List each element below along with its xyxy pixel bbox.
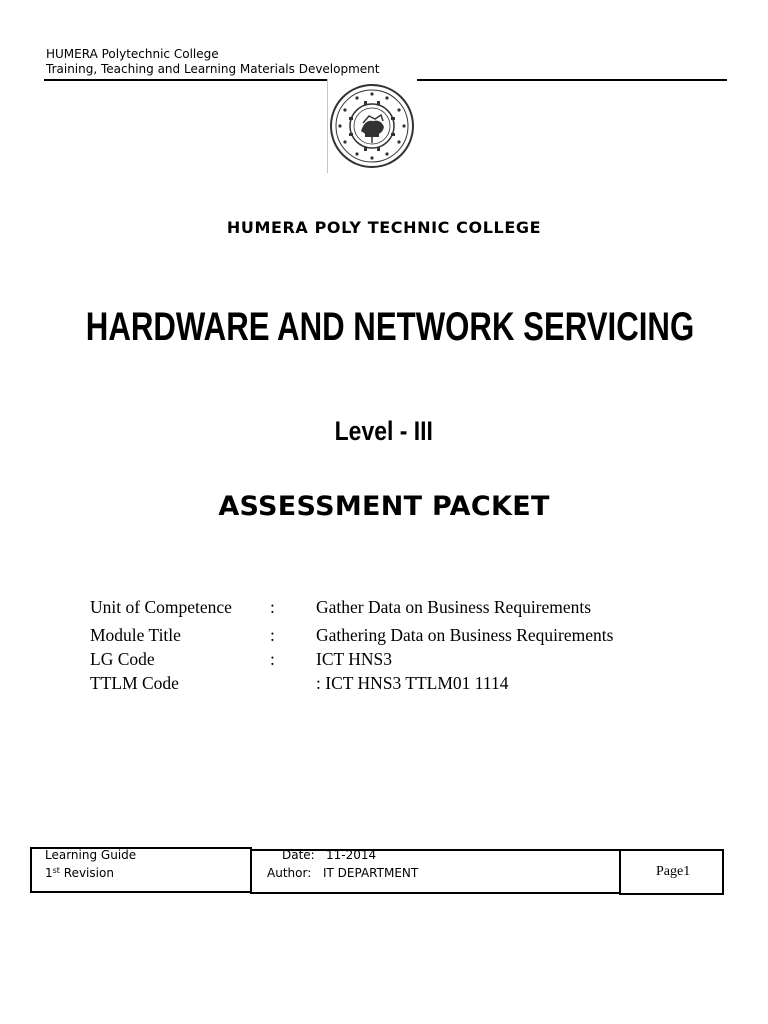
info-value: Gathering Data on Business Requirements <box>316 625 614 645</box>
header-institution: HUMERA Polytechnic College <box>46 47 219 61</box>
info-label: LG Code <box>90 649 155 669</box>
info-colon: : <box>270 597 275 617</box>
info-colon: : <box>270 625 275 645</box>
header-rule-right <box>417 79 727 81</box>
packet-heading: ASSESSMENT PACKET <box>218 491 550 522</box>
footer-date-label: Date: <box>282 848 315 862</box>
document-title-text: HARDWARE AND NETWORK SERVICING <box>85 305 695 349</box>
info-value: Gather Data on Business Requirements <box>316 597 592 617</box>
footer-guide-label: Learning Guide <box>45 848 137 862</box>
level-heading <box>0 413 768 449</box>
footer-page-label: Page1 <box>656 864 691 879</box>
college-seal-icon <box>329 83 415 169</box>
info-value: : ICT HNS3 TTLM01 1114 <box>316 673 509 693</box>
header-subtitle: Training, Teaching and Learning Materials Development <box>46 62 380 76</box>
footer-date-value: 11-2014 <box>326 848 377 862</box>
logo-divider <box>327 79 328 173</box>
level-heading-text: Level - III <box>334 416 434 446</box>
revision-suffix: st <box>52 866 60 875</box>
info-label: TTLM Code <box>90 673 179 693</box>
info-label: Unit of Competence <box>90 597 232 617</box>
info-colon: : <box>270 649 275 669</box>
footer-author-label: Author: <box>267 866 312 880</box>
info-value: ICT HNS3 <box>316 649 393 669</box>
revision-number: 1 <box>45 866 53 880</box>
info-label: Module Title <box>90 625 181 645</box>
revision-text: Revision <box>59 866 114 880</box>
footer-revision <box>45 866 114 881</box>
document-title <box>0 300 768 354</box>
college-name: HUMERA POLY TECHNIC COLLEGE <box>226 218 542 237</box>
header-rule-left <box>44 79 327 81</box>
footer-author-value: IT DEPARTMENT <box>323 866 419 880</box>
